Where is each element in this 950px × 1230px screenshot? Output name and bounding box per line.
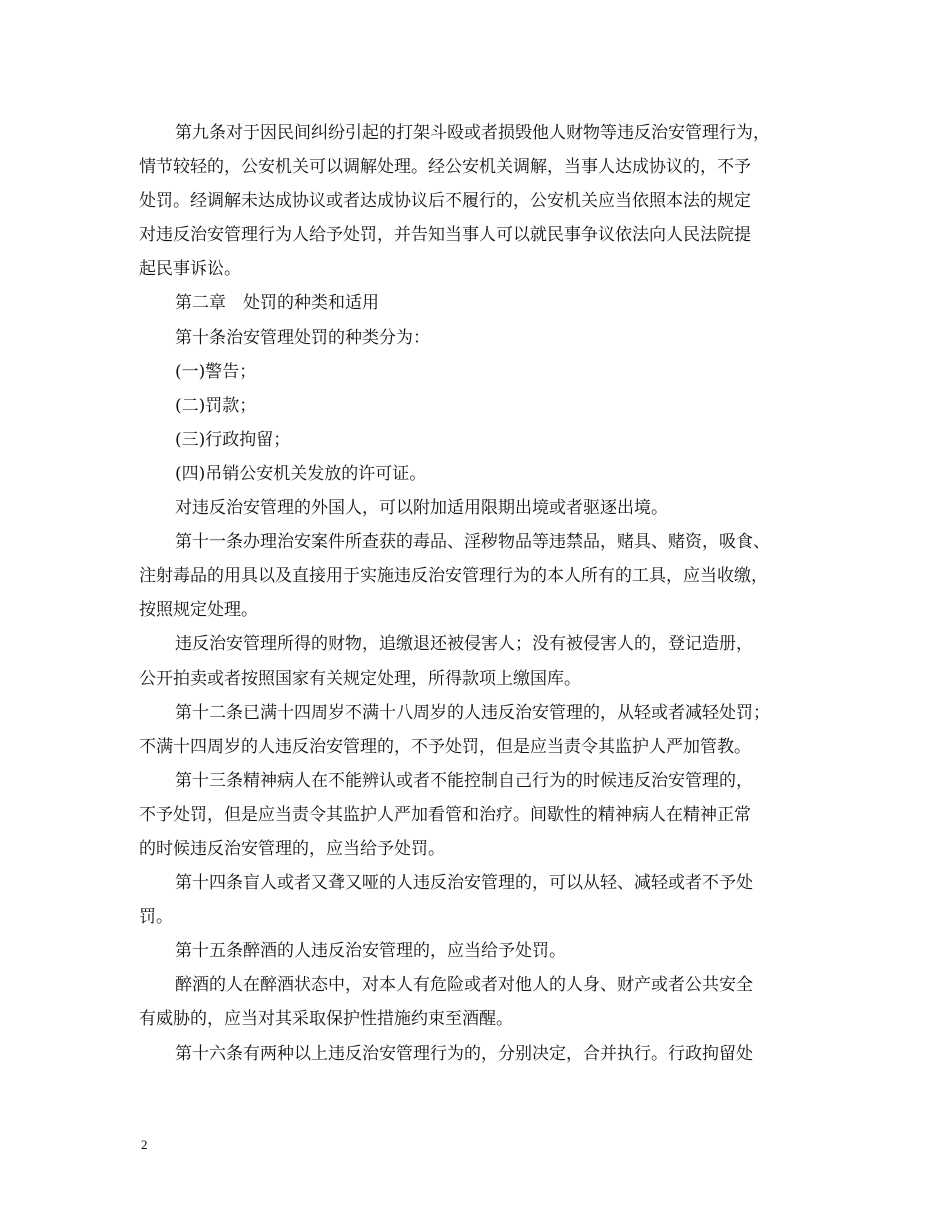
text-line: 的时候违反治安管理的，应当给予处罚。 [139,838,445,859]
text-line: 第二章 处罚的种类和适用 [175,293,379,314]
document-body [139,116,833,1071]
text-line: 公开拍卖或者按照国家有关规定处理，所得款项上缴国库。 [139,668,581,689]
text-line: 不予处罚，但是应当责令其监护人严加看管和治疗。间歇性的精神病人在精神正常 [139,804,751,825]
text-line: 按照规定处理。 [139,600,258,621]
text-line: 罚。 [139,907,173,928]
text-line: 第十四条盲人或者又聋又哑的人违反治安管理的，可以从轻、减轻或者不予处 [175,873,753,894]
text-line: 第十六条有两种以上违反治安管理行为的，分别决定，合并执行。行政拘留处 [175,1043,753,1064]
text-line: 对违反治安管理的外国人，可以附加适用限期出境或者驱逐出境。 [175,498,668,519]
text-line: 醉酒的人在醉酒状态中，对本人有危险或者对他人的人身、财产或者公共安全 [175,975,753,996]
text-line: 处罚。经调解未达成协议或者达成协议后不履行的，公安机关应当依照本法的规定 [139,191,751,212]
text-line: 第十二条已满十四周岁不满十八周岁的人违反治安管理的，从轻或者减轻处罚； [175,702,770,723]
text-line: 第十三条精神病人在不能辨认或者不能控制自己行为的时候违反治安管理的， [175,770,753,791]
text-line: 对违反治安管理行为人给予处罚，并告知当事人可以就民事争议依法向人民法院提 [139,225,751,246]
text-line: 第九条对于因民间纠纷引起的打架斗殴或者损毁他人财物等违反治安管理行为， [175,123,770,143]
text-line: 违反治安管理所得的财物，追缴退还被侵害人；没有被侵害人的，登记造册， [175,634,753,655]
page-number: 2 [141,1137,148,1152]
text-line: 起民事诉讼。 [139,259,241,280]
text-line: (三)行政拘留； [175,429,291,450]
text-line: 注射毒品的用具以及直接用于实施违反治安管理行为的本人所有的工具，应当收缴， [139,566,768,587]
text-line: 第十一条办理治安案件所查获的毒品、淫秽物品等违禁品，赌具、赌资，吸食、 [175,532,770,553]
text-line: 第十条治安管理处罚的种类分为： [175,327,430,348]
text-line: 第十五条醉酒的人违反治安管理的，应当给予处罚。 [175,941,566,962]
text-line: (二)罚款； [175,395,257,416]
text-line: 不满十四周岁的人违反治安管理的，不予处罚，但是应当责令其监护人严加管教。 [139,736,751,757]
text-line: 情节较轻的，公安机关可以调解处理。经公安机关调解，当事人达成协议的，不予 [139,157,751,178]
text-line: 有威胁的，应当对其采取保护性措施约束至酒醒。 [139,1009,513,1030]
text-line: (四)吊销公安机关发放的许可证。 [175,463,427,484]
text-line: (一)警告； [175,361,257,382]
